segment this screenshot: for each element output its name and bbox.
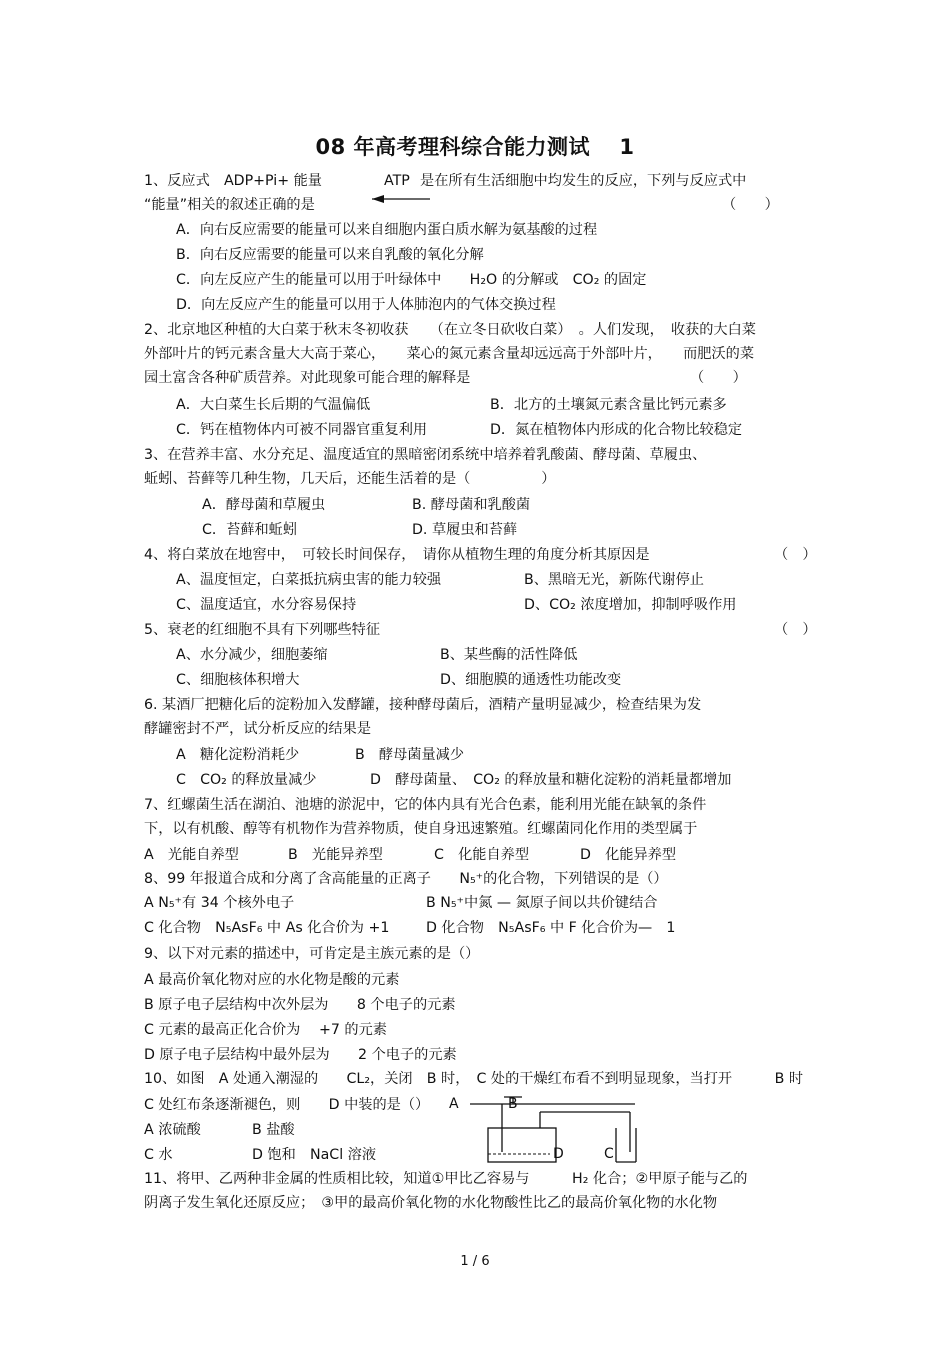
- q7-option-d: D 化能异养型: [580, 847, 677, 863]
- q5-option-b: B、某些酶的活性降低: [440, 647, 578, 663]
- q6-line1: 6. 某酒厂把糖化后的淀粉加入发酵罐，接种酵母菌后，酒精产量明显减少，检查结果为发: [144, 697, 702, 713]
- q3-line1: 3、在营养丰富、水分充足、温度适宜的黑暗密闭系统中培养着乳酸菌、酵母菌、草履虫、: [144, 447, 707, 463]
- q1-option-d: D．向左反应产生的能量可以用于人体肺泡内的气体交换过程: [176, 297, 556, 313]
- q9-option-a: A 最高价氧化物对应的水化物是酸的元素: [144, 972, 400, 988]
- q1-line2: “能量”相关的叙述正确的是: [144, 197, 315, 213]
- reversible-arrow-icon: [370, 190, 434, 208]
- q6-option-a: A 糖化淀粉消耗少: [176, 747, 300, 763]
- q7-option-a: A 光能自养型: [144, 847, 239, 863]
- q6-option-d: D 酵母菌量、 CO₂ 的释放量和糖化淀粉的消耗量都增加: [370, 772, 732, 788]
- q1-paren: （ ）: [722, 197, 779, 213]
- q6-option-b: B 酵母菌量减少: [355, 747, 465, 763]
- q4-paren: （ ）: [774, 547, 817, 563]
- page-title: 08 年高考理科综合能力测试 1: [315, 135, 635, 159]
- q3-option-a: A．酵母菌和草履虫: [202, 497, 326, 513]
- q8-line1: 8、99 年报道合成和分离了含高能量的正离子 N₅⁺的化合物，下列错误的是（）: [144, 871, 668, 887]
- q4-option-a: A、温度恒定，白菜抵抗病虫害的能力较强: [176, 572, 442, 588]
- q10-line1: 10、如图 A 处通入潮湿的 CL₂，关闭 B 时， C 处的干燥红布看不到明显现象，当打开 B 时: [144, 1071, 804, 1087]
- q9-option-d: D 原子电子层结构中最外层为 2 个电子的元素: [144, 1047, 457, 1063]
- q3-option-b: B. 酵母菌和乳酸菌: [412, 497, 531, 513]
- q9-option-b: B 原子电子层结构中次外层为 8 个电子的元素: [144, 997, 456, 1013]
- arrow-label: ATP: [384, 173, 410, 189]
- q9-line1: 9、以下对元素的描述中，可肯定是主族元素的是（）: [144, 946, 480, 962]
- q2-line2: 外部叶片的钙元素含量大大高于菜心， 菜心的氮元素含量却远远高于外部叶片， 而肥沃的菜: [144, 346, 755, 362]
- q10-option-d: D 饱和 NaCl 溶液: [252, 1147, 377, 1163]
- q2-paren: （ ）: [690, 370, 747, 386]
- q2-option-b: B．北方的土壤氮元素含量比钙元素多: [490, 397, 727, 413]
- q4-line1: 4、将白菜放在地窖中， 可较长时间保存， 请你从植物生理的角度分析其原因是: [144, 547, 650, 563]
- q2-line3: 园土富含各种矿质营养。对此现象可能合理的解释是: [144, 370, 471, 386]
- q8-option-b: B N₅⁺中氮 — 氮原子间以共价键结合: [426, 895, 658, 911]
- q3-option-c: C．苔藓和蚯蚓: [202, 522, 298, 538]
- q9-option-c: C 元素的最高正化合价为 +7 的元素: [144, 1022, 387, 1038]
- q5-option-c: C、细胞核体积增大: [176, 672, 300, 688]
- diagram-label-b: B: [508, 1096, 518, 1112]
- q7-option-b: B 光能异养型: [288, 847, 383, 863]
- q1-line1b: 是在所有生活细胞中均发生的反应，下列与反应式中: [420, 173, 747, 189]
- q4-option-c: C、温度适宜，水分容易保持: [176, 597, 357, 613]
- q5-paren: （ ）: [774, 622, 817, 638]
- q2-option-a: A．大白菜生长后期的气温偏低: [176, 397, 371, 413]
- q11-line2: 阴离子发生氧化还原反应； ③甲的最高价氧化物的水化物酸性比乙的最高价氧化物的水化物: [144, 1195, 718, 1211]
- q5-option-a: A、水分减少，细胞萎缩: [176, 647, 328, 663]
- q8-option-a: A N₅⁺有 34 个核外电子: [144, 895, 295, 911]
- diagram-label-a: A: [449, 1096, 459, 1112]
- q4-option-b: B、黑暗无光，新陈代谢停止: [524, 572, 704, 588]
- q7-option-c: C 化能自养型: [434, 847, 530, 863]
- q2-line1: 2、北京地区种植的大白菜于秋末冬初收获 （在立冬日砍收白菜） 。人们发现， 收获的大白菜: [144, 322, 756, 338]
- q1-line1a: 1、反应式 ADP+Pi+ 能量: [144, 173, 322, 189]
- q1-option-c: C．向左反应产生的能量可以用于叶绿体中 H₂O 的分解或 CO₂ 的固定: [176, 272, 647, 288]
- q7-line1: 7、红螺菌生活在湖泊、池塘的淤泥中，它的体内具有光合色素，能利用光能在缺氧的条件: [144, 797, 707, 813]
- q10-option-b: B 盐酸: [252, 1122, 295, 1138]
- q11-line1: 11、将甲、乙两种非金属的性质相比较，知道①甲比乙容易与 H₂ 化合；②甲原子能与乙的: [144, 1171, 748, 1187]
- q6-option-c: C CO₂ 的释放量减少: [176, 772, 317, 788]
- diagram-label-d: D: [553, 1146, 564, 1162]
- q5-option-d: D、细胞膜的通透性功能改变: [440, 672, 622, 688]
- q6-line2: 酵罐密封不严，试分析反应的结果是: [144, 721, 372, 737]
- diagram-label-c: C: [604, 1146, 614, 1162]
- q2-option-c: C．钙在植物体内可被不同器官重复利用: [176, 422, 428, 438]
- q4-option-d: D、CO₂ 浓度增加，抑制呼吸作用: [524, 597, 737, 613]
- apparatus-diagram: [440, 1092, 670, 1167]
- q3-line2: 蚯蚓、苔藓等几种生物，几天后，还能生活着的是（ ）: [144, 471, 556, 487]
- q5-line1: 5、衰老的红细胞不具有下列哪些特征: [144, 622, 381, 638]
- q2-option-d: D．氮在植物体内形成的化合物比较稳定: [490, 422, 743, 438]
- q8-option-d: D 化合物 N₅AsF₆ 中 F 化合价为— 1: [426, 920, 676, 936]
- q7-line2: 下，以有机酸、醇等有机物作为营养物质，使自身迅速繁殖。红螺菌同化作用的类型属于: [144, 821, 698, 837]
- q10-option-a: A 浓硫酸: [144, 1122, 201, 1138]
- q3-option-d: D. 草履虫和苔藓: [412, 522, 518, 538]
- q1-option-b: B．向右反应需要的能量可以来自乳酸的氧化分解: [176, 247, 484, 263]
- q8-option-c: C 化合物 N₅AsF₆ 中 As 化合价为 +1: [144, 920, 390, 936]
- q10-option-c: C 水: [144, 1147, 173, 1163]
- q1-option-a: A．向右反应需要的能量可以来自细胞内蛋白质水解为氨基酸的过程: [176, 222, 598, 238]
- page-number: 1 / 6: [460, 1254, 490, 1269]
- q10-line2: C 处红布条逐渐褪色，则 D 中装的是（）: [144, 1097, 430, 1113]
